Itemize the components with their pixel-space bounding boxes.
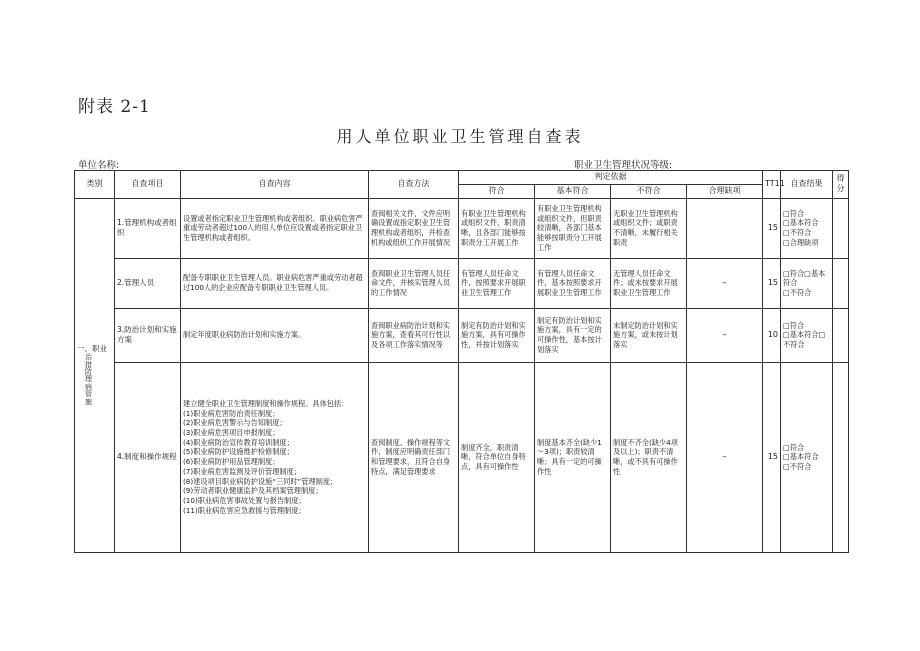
table-row xyxy=(75,258,849,308)
result-option[interactable]: □基本符合 xyxy=(783,218,819,228)
self-check-table xyxy=(74,170,849,553)
non-conform-cell: 制度不齐全(缺少4项及以上)；职责不清晰，或不具有可操作性 xyxy=(611,362,687,552)
header-score: 得分 xyxy=(833,171,849,199)
reasonable-missing-cell: – xyxy=(687,308,763,362)
non-conform-cell: 未制定防治计划和实施方案，或未按计划落实 xyxy=(611,308,687,362)
result-option[interactable]: 不符合 xyxy=(783,339,805,349)
result-option[interactable]: □符合 xyxy=(783,320,805,330)
result-cell xyxy=(781,308,833,362)
item-cell: 2.管理人员 xyxy=(115,258,181,308)
conform-cell: 有管理人员任命文件，按照要求开展职业卫生管理工作 xyxy=(459,258,535,308)
header-tt: TT11 xyxy=(763,171,781,199)
item-cell: 1.管理机构或者组织 xyxy=(115,198,181,258)
non-conform-cell: 无管理人员任命文件；或未按要求开展职业卫生管理工作 xyxy=(611,258,687,308)
appendix-number: 附表 2-1 xyxy=(78,97,151,117)
table-row xyxy=(75,362,849,552)
result-option[interactable]: □符合 xyxy=(783,208,805,218)
score-blank-cell xyxy=(833,362,849,552)
unit-name-label: 单位名称: xyxy=(78,160,120,171)
conform-cell: 制定有防治计划和实施方案，具有可操作性，并按计划落实 xyxy=(459,308,535,362)
header-non-conform: 不符合 xyxy=(611,184,687,198)
score-blank-cell xyxy=(833,258,849,308)
table-row xyxy=(75,308,849,362)
header-basis: 判定依据 xyxy=(459,171,763,185)
result-option[interactable]: □不符合 xyxy=(783,287,812,297)
conform-cell: 制度齐全，职责清晰，符合单位自身特点，具有可操作性 xyxy=(459,362,535,552)
reasonable-missing-cell: – xyxy=(687,362,763,552)
header-result: 自查结果 xyxy=(781,171,833,199)
result-option[interactable]: □符合□基本符合 xyxy=(783,268,826,288)
header-content: 自查内容 xyxy=(181,171,369,199)
basic-conform-cell: 有管理人员任命文件，基本按照要求开展职业卫生管理工作 xyxy=(535,258,611,308)
score-cell: 15 xyxy=(763,198,781,258)
result-option[interactable]: □不符合 xyxy=(783,228,812,238)
table-row xyxy=(75,198,849,258)
basic-conform-cell: 制定有防治计划和实施方案，具有一定的可操作性，基本按计划落实 xyxy=(535,308,611,362)
header-category: 类别 xyxy=(75,171,115,199)
content-cell: 建立健全职业卫生管理制度和操作规程。具体包括： (1)职业病危害防治责任制度； (2)职业病危害警示与告知制度； (3)职业病危害项目申报制度； (4)职业病防治宣传教育培训制度； (5)职业病防护设施维护检修制度； (6)职业病防护用品管理制度； (7)职业病危害监测及评价管理制度； (8)建设项目职业病防护设施“三同时”管理制度； (9)劳动者职业健康监护及其档案管理制度； (10)职业病危害事故处置与报告制度； (11)职业病危害应急救援与管理制度； xyxy=(181,362,369,552)
page-title: 用人单位职业卫生管理自查表 xyxy=(336,127,584,146)
result-cell xyxy=(781,362,833,552)
score-cell: 15 xyxy=(763,258,781,308)
result-option[interactable]: □基本符合 xyxy=(783,452,819,462)
category-subtitle: 治措防理病管施 xyxy=(85,353,92,406)
header-conform: 符合 xyxy=(459,184,535,198)
result-option[interactable]: □不符合 xyxy=(783,461,812,471)
content-cell: 设置或者指定职业卫生管理机构或者组织。职业病危害严重或劳动者超过100人的用人单位应设置或者指定职业卫生管理机构或者组织。 xyxy=(181,198,369,258)
header-item: 自查项目 xyxy=(115,171,181,199)
conform-cell: 有职业卫生管理机构或组织文件，职责清晰，且各部门能够按职责分工开展工作 xyxy=(459,198,535,258)
item-cell: 4.制度和操作规程 xyxy=(115,362,181,552)
non-conform-cell: 无职业卫生管理机构或组织文件；或职责不清晰，未履行相关职责 xyxy=(611,198,687,258)
item-cell: 3.防治计划和实施方案 xyxy=(115,308,181,362)
header-basic-conform: 基本符合 xyxy=(535,184,611,198)
score-cell: 15 xyxy=(763,362,781,552)
method-cell: 查阅职业卫生管理人员任命文件，并核实管理人员的工作情况 xyxy=(369,258,459,308)
reasonable-missing-cell: – xyxy=(687,258,763,308)
header-method: 自查方法 xyxy=(369,171,459,199)
reasonable-missing-cell xyxy=(687,198,763,258)
score-blank-cell xyxy=(833,308,849,362)
category-cell xyxy=(75,198,115,552)
method-cell: 查阅相关文件，文件应明确设置或指定职业卫生管理机构或者组织，并检查机构或组织工作开展情况 xyxy=(369,198,459,258)
content-cell: 制定年度职业病防治计划和实施方案。 xyxy=(181,308,369,362)
basic-conform-cell: 有职业卫生管理机构或组织文件，但职责较清晰，各部门基本能够按职责分工开展工作 xyxy=(535,198,611,258)
result-cell xyxy=(781,258,833,308)
result-cell xyxy=(781,198,833,258)
basic-conform-cell: 制度基本齐全(缺少1～3项)；职责较清晰；具有一定的可操作性 xyxy=(535,362,611,552)
result-option[interactable]: □基本符合□ xyxy=(783,330,826,340)
header-reasonable-missing: 合理缺项 xyxy=(687,184,763,198)
score-cell: 10 xyxy=(763,308,781,362)
content-cell: 配备专职职业卫生管理人员。职业病危害严重或劳动者超过100人的企业应配备专职职业卫生管理人员。 xyxy=(181,258,369,308)
method-cell: 查阅职业病防治计划和实施方案，查看其可行性以及各项工作落实情况等 xyxy=(369,308,459,362)
result-option[interactable]: □合理缺项 xyxy=(783,237,819,247)
score-blank-cell xyxy=(833,198,849,258)
method-cell: 查阅制度、操作规程等文件，制度应明确责任部门和管理要求，且符合自身特点，满足管理要求 xyxy=(369,362,459,552)
result-option[interactable]: □符合 xyxy=(783,442,805,452)
status-grade-label: 职业卫生管理状况等级: xyxy=(574,160,673,171)
category-title: 一、职业 xyxy=(77,344,107,354)
